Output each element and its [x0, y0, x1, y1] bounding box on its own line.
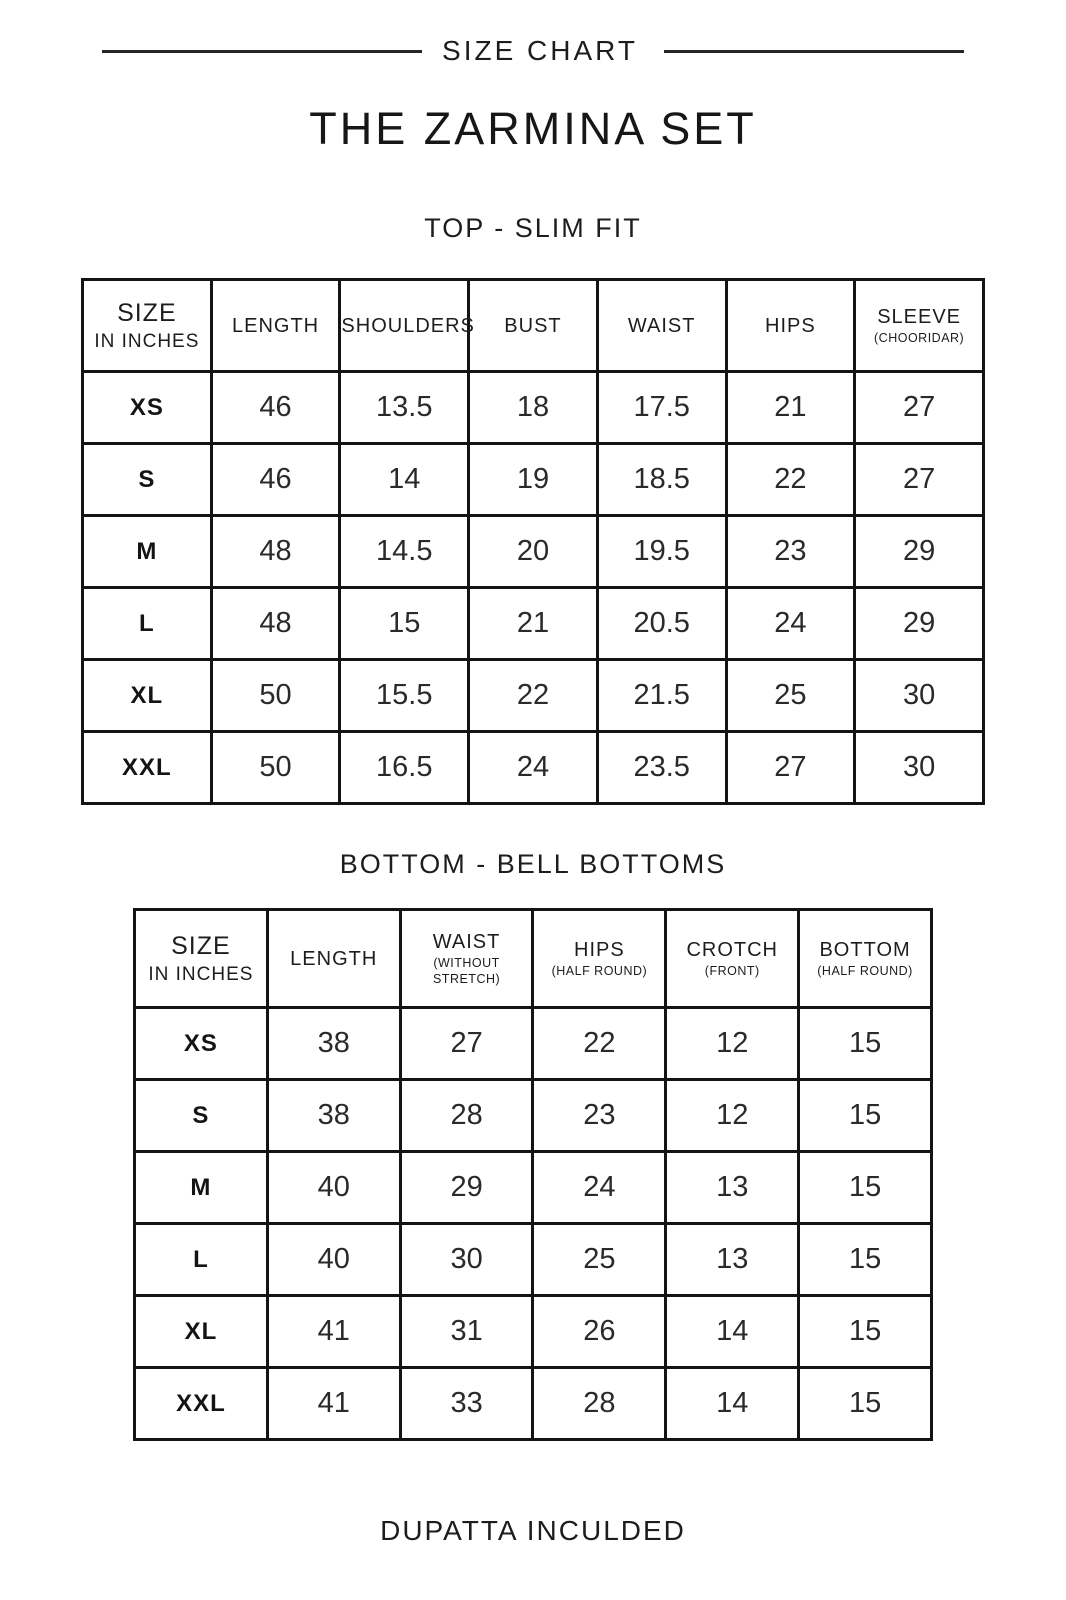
column-label: SIZE	[171, 932, 231, 961]
table-row	[135, 1152, 932, 1224]
measurement-cell: 46	[211, 372, 340, 444]
measurement-cell: 14.5	[340, 516, 469, 588]
measurement-cell: 38	[267, 1008, 400, 1080]
column-label: SIZE	[117, 299, 177, 328]
measurement-cell: 33	[400, 1368, 533, 1440]
measurement-cell: 27	[726, 732, 855, 804]
measurement-cell: 23	[726, 516, 855, 588]
bottom-size-table	[133, 908, 933, 1441]
measurement-cell: 24	[726, 588, 855, 660]
size-label-cell: S	[135, 1080, 268, 1152]
measurement-cell: 50	[211, 660, 340, 732]
measurement-cell: 13.5	[340, 372, 469, 444]
measurement-cell: 46	[211, 444, 340, 516]
size-chart-kicker: SIZE CHART	[442, 35, 638, 66]
measurement-cell: 15	[799, 1008, 932, 1080]
table-row	[83, 660, 984, 732]
measurement-cell: 15	[799, 1224, 932, 1296]
measurement-cell: 26	[533, 1296, 666, 1368]
measurement-cell: 50	[211, 732, 340, 804]
column-header	[340, 280, 475, 372]
column-header	[799, 910, 932, 1008]
measurement-cell: 13	[666, 1152, 799, 1224]
measurement-cell: 15	[799, 1296, 932, 1368]
column-sublabel: IN INCHES	[148, 963, 254, 985]
column-header	[211, 280, 340, 372]
bottom-section-title: BOTTOM - BELL BOTTOMS	[339, 849, 727, 879]
page-title: THE ZARMINA SET	[309, 103, 757, 154]
table-header-row	[135, 910, 932, 1008]
kicker-rule-left	[102, 50, 422, 53]
measurement-cell: 20.5	[597, 588, 726, 660]
measurement-cell: 18.5	[597, 444, 726, 516]
measurement-cell: 24	[469, 732, 598, 804]
column-label: WAIST	[627, 314, 696, 337]
table-header-row	[83, 280, 984, 372]
measurement-cell: 22	[469, 660, 598, 732]
column-header	[597, 280, 726, 372]
measurement-cell: 13	[666, 1224, 799, 1296]
kicker-rule-right	[664, 50, 964, 53]
measurement-cell: 25	[726, 660, 855, 732]
measurement-cell: 27	[855, 444, 984, 516]
measurement-cell: 20	[469, 516, 598, 588]
measurement-cell: 27	[855, 372, 984, 444]
column-label: BOTTOM	[819, 939, 911, 962]
measurement-cell: 22	[533, 1008, 666, 1080]
measurement-cell: 28	[533, 1368, 666, 1440]
size-label-cell: L	[83, 588, 212, 660]
measurement-cell: 21	[469, 588, 598, 660]
measurement-cell: 29	[855, 588, 984, 660]
table-row	[135, 1080, 932, 1152]
size-label-cell: M	[83, 516, 212, 588]
column-header	[400, 910, 533, 1008]
table-row	[135, 1368, 932, 1440]
measurement-cell: 41	[267, 1368, 400, 1440]
measurement-cell: 23	[533, 1080, 666, 1152]
column-label: HIPS	[574, 939, 625, 962]
column-sublabel: (HALF ROUND)	[817, 964, 913, 979]
column-label: SHOULDERS	[341, 314, 475, 337]
column-sublabel: IN INCHES	[94, 330, 200, 352]
column-label: WAIST	[432, 931, 501, 954]
measurement-cell: 40	[267, 1224, 400, 1296]
measurement-cell: 30	[400, 1224, 533, 1296]
table-row	[135, 1224, 932, 1296]
size-label-cell: XL	[83, 660, 212, 732]
size-label-cell: L	[135, 1224, 268, 1296]
table-row	[83, 516, 984, 588]
column-header	[533, 910, 666, 1008]
measurement-cell: 29	[855, 516, 984, 588]
measurement-cell: 21	[726, 372, 855, 444]
column-label: CROTCH	[686, 939, 778, 962]
size-label-cell: XS	[135, 1008, 268, 1080]
table-row	[83, 588, 984, 660]
measurement-cell: 40	[267, 1152, 400, 1224]
dupatta-note: DUPATTA INCULDED	[380, 1515, 686, 1546]
measurement-cell: 48	[211, 516, 340, 588]
measurement-cell: 15	[799, 1080, 932, 1152]
measurement-cell: 15.5	[340, 660, 469, 732]
measurement-cell: 22	[726, 444, 855, 516]
column-header	[666, 910, 799, 1008]
column-sublabel: (HALF ROUND)	[551, 964, 648, 979]
column-sublabel: (WITHOUT STRETCH)	[432, 956, 501, 986]
size-label-cell: M	[135, 1152, 268, 1224]
size-label-cell: XL	[135, 1296, 268, 1368]
column-sublabel: (CHOORIDAR)	[874, 331, 965, 346]
measurement-cell: 14	[666, 1368, 799, 1440]
measurement-cell: 15	[799, 1152, 932, 1224]
measurement-cell: 14	[666, 1296, 799, 1368]
measurement-cell: 18	[469, 372, 598, 444]
table-row	[83, 732, 984, 804]
measurement-cell: 16.5	[340, 732, 469, 804]
top-section-title: TOP - SLIM FIT	[424, 213, 642, 243]
column-label: HIPS	[765, 314, 816, 337]
size-label-cell: XS	[83, 372, 212, 444]
measurement-cell: 27	[400, 1008, 533, 1080]
column-label: LENGTH	[290, 947, 378, 970]
measurement-cell: 30	[855, 732, 984, 804]
size-label-cell: XXL	[83, 732, 212, 804]
column-header	[267, 910, 400, 1008]
table-row	[135, 1008, 932, 1080]
measurement-cell: 21.5	[597, 660, 726, 732]
table-row	[83, 444, 984, 516]
measurement-cell: 15	[340, 588, 469, 660]
column-label: SLEEVE	[877, 306, 962, 329]
measurement-cell: 23.5	[597, 732, 726, 804]
top-size-table	[81, 278, 985, 805]
table-row	[83, 372, 984, 444]
column-label: LENGTH	[231, 314, 320, 337]
size-label-cell: XXL	[135, 1368, 268, 1440]
column-header	[726, 280, 855, 372]
measurement-cell: 28	[400, 1080, 533, 1152]
size-label-cell: S	[83, 444, 212, 516]
measurement-cell: 19	[469, 444, 598, 516]
measurement-cell: 30	[855, 660, 984, 732]
measurement-cell: 25	[533, 1224, 666, 1296]
measurement-cell: 31	[400, 1296, 533, 1368]
measurement-cell: 17.5	[597, 372, 726, 444]
measurement-cell: 12	[666, 1080, 799, 1152]
measurement-cell: 38	[267, 1080, 400, 1152]
measurement-cell: 24	[533, 1152, 666, 1224]
measurement-cell: 15	[799, 1368, 932, 1440]
table-row	[135, 1296, 932, 1368]
column-header	[83, 280, 212, 372]
size-chart-kicker-row	[0, 34, 1066, 68]
column-label: BUST	[504, 314, 562, 337]
measurement-cell: 19.5	[597, 516, 726, 588]
measurement-cell: 41	[267, 1296, 400, 1368]
column-header	[135, 910, 268, 1008]
column-sublabel: (FRONT)	[704, 964, 760, 979]
measurement-cell: 14	[340, 444, 469, 516]
measurement-cell: 48	[211, 588, 340, 660]
column-header	[469, 280, 598, 372]
column-header	[855, 280, 984, 372]
measurement-cell: 12	[666, 1008, 799, 1080]
measurement-cell: 29	[400, 1152, 533, 1224]
